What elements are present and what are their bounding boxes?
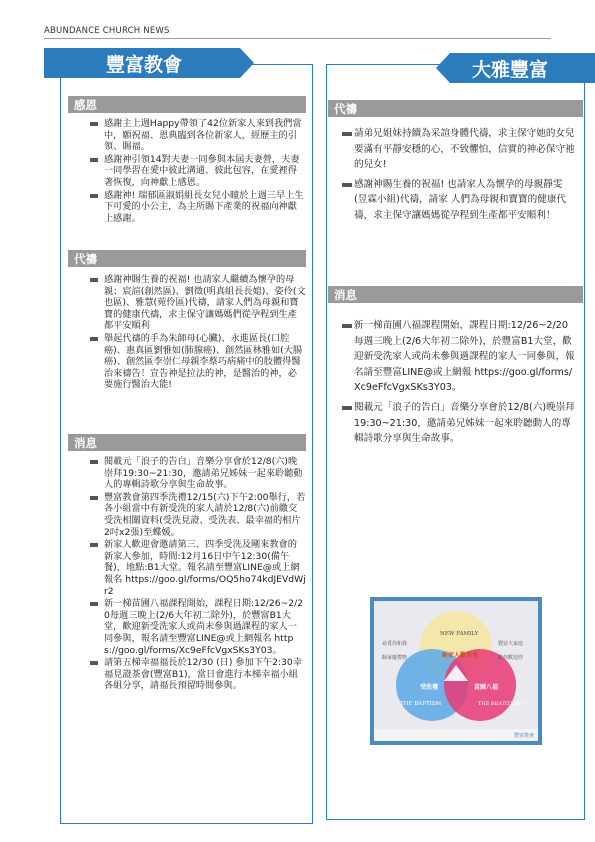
list-item: 新一梯苗圃八福課程開始，課程日期:12/26~2/20每週三晚上(2/6大年初二除外)，於豐富B1大堂，歡迎新受洗家人或尚未參與過課程的家人一同參與，報名請至豐富LINE@或上網報名 https://goo.gl/forms/Xc9eFfcVgxSKs3Y03。 xyxy=(90,598,306,656)
left-prayer-list xyxy=(90,274,306,392)
bullet-icon xyxy=(342,132,352,136)
side-mid-left-label: 歸家慶禮物 xyxy=(382,655,408,661)
bullet-icon xyxy=(90,602,98,606)
bullet-icon xyxy=(90,158,98,162)
list-item: 感謝神引領14對夫妻一同參與本屆夫妻營，夫妻一同學習在愛中彼此溝通、彼此包容，在愛裡得著恢復，向神獻上感恩。 xyxy=(90,154,306,189)
list-item: 感謝神! 瑞郁區淑娟組長女兒小瞳於上週三早上生下可愛的小公主，為主所賜下產業的祝福向神獻上感謝。 xyxy=(90,190,306,225)
right-news-list xyxy=(328,318,583,451)
bullet-icon xyxy=(342,406,352,410)
bullet-icon xyxy=(342,324,352,328)
bullet-icon xyxy=(90,460,98,464)
list-item: 閱載元「浪子的告白」音樂分享會於12/8(六)晚崇拜19:30~21:30，邀請弟兄姊妹一起來聆聽動人的專輯詩歌分享與生命故事。 xyxy=(328,400,575,447)
poster-footer xyxy=(374,729,538,741)
circle-right-label: THE BEATITUDES xyxy=(478,701,526,707)
bullet-icon xyxy=(90,122,98,126)
side-mid-right-label: 歡你歡迎你 xyxy=(498,655,524,661)
venn-diagram xyxy=(374,601,538,741)
left-news-heading: 消息 xyxy=(68,434,306,451)
list-item: 感謝神賜生養的祝福! 也請家人繼續為懷孕的母親；宸諠(創然區)、劉徵(明真組長長媳)、姿伶(文也區)、雅慧(菀伶區)代禱，請家人們為母親和寶寶的健康代禱，求主保守讓媽媽們從孕程到生產都平安順利 xyxy=(90,274,306,332)
bullet-icon xyxy=(90,496,98,500)
list-item: 請弟兄姐妹持續為采諠身體代禱，求主保守她的女兒要滿有平靜安穩的心，不致懼怕，信實的神必保守祂的兒女! xyxy=(328,126,575,173)
poster-logo: 豐富教會 xyxy=(513,733,534,739)
left-thanks-list xyxy=(90,118,306,225)
list-item: 舉起代禱的手為朱師母(心臟)、永進區長(口腔癌)、惠真區劉雅如(肺腺癌)、創然區林雅如(大腸癌)、創然區李崇仁母親李蔡巧病痛中的肢體得醫治來禱告！宣告神是拉法的神，是醫治的神，必要施行醫治大能! xyxy=(90,333,306,391)
list-item: 新一梯苗圃八福課程開始，課程日期:12/26~2/20每週三晚上(2/6大年初二除外)，於豐富B1大堂，歡迎新受洗家人或尚未參與過課程的家人一同參與，報名請至豐富LINE@或上網報 https://goo.gl/forms/Xc9eFfcVgxSKs3Y03。 xyxy=(328,318,575,396)
side-top-right-label: 豐富大家庭 xyxy=(498,641,524,647)
circle-top-label: NEW FAMILY xyxy=(440,631,479,637)
left-thanks-heading: 感恩 xyxy=(68,96,306,113)
bullet-icon xyxy=(342,183,352,187)
left-prayer-heading: 代禱 xyxy=(68,250,306,267)
list-item: 感謝神賜生養的祝福! 也請家人為懷孕的母親靜雯(昱霖小組)代禱，請家 人們為母親和寶寶的健康代禱，求主保守讓媽媽從孕程到生產都平安順利！ xyxy=(328,177,575,224)
event-poster xyxy=(370,597,542,745)
list-item: 請第五梯幸福福長於12/30 (日) 參加下午2:30幸福見證茶會(豐富B1)，當日會進行本梯幸福小組各組分享，請福長預留時間參與。 xyxy=(90,657,306,692)
bullet-icon xyxy=(90,543,98,547)
side-top-left-label: 尋覓你和我 xyxy=(382,641,408,647)
newsletter-header: ABUNDANCE CHURCH NEWS xyxy=(44,26,170,36)
list-item: 豐富教會第四季洗禮12/15(六)下午2:00舉行，若各小組當中有新受洗的家人請於12/8(六)前繳交受洗相關資料(受洗見證、受洗表、最幸福的相片2吋x2張)至蝶媛。 xyxy=(90,492,306,538)
bullet-icon xyxy=(90,278,98,282)
right-banner-title: 大雅豐富 xyxy=(450,53,595,83)
bullet-icon xyxy=(90,661,98,665)
circle-left-label: THE BAPTISM xyxy=(400,701,442,707)
list-item: 感謝主上週Happy帶領了42位新家人來到我們當中，願祝福、恩典臨到各位新家人，經歷主的引領、賜福。 xyxy=(90,118,306,153)
list-item: 閱載元「浪子的告白」音樂分享會於12/8(六)晚崇拜19:30~21:30，邀請弟兄姊妹一起來聆聽動人的專輯詩歌分享與生命故事。 xyxy=(90,456,306,491)
center-top-label: 新家人歡迎會 xyxy=(442,652,479,659)
center-right-label: 苗圃八福 xyxy=(474,684,499,691)
right-prayer-heading: 代禱 xyxy=(328,100,583,117)
left-banner-title: 豐富教會 xyxy=(44,48,240,78)
bullet-icon xyxy=(90,194,98,198)
bullet-icon xyxy=(90,337,98,341)
center-left-label: 受洗禮 xyxy=(420,684,439,691)
header-divider xyxy=(44,38,551,39)
list-item: 新家人歡迎會邀請第三、四季受洗及剛來教會的新家人參加，時間:12月16日中午12:30(備午餐)，地點:B1大堂。報名請至豐富LINE@或上網報名 https://goo.gl/forms/OQ5ho74kdJEVdWjr2 xyxy=(90,539,306,597)
poster-canvas xyxy=(374,601,538,741)
right-news-heading: 消息 xyxy=(328,286,583,303)
right-prayer-list xyxy=(328,126,583,228)
left-news-list xyxy=(90,456,306,693)
